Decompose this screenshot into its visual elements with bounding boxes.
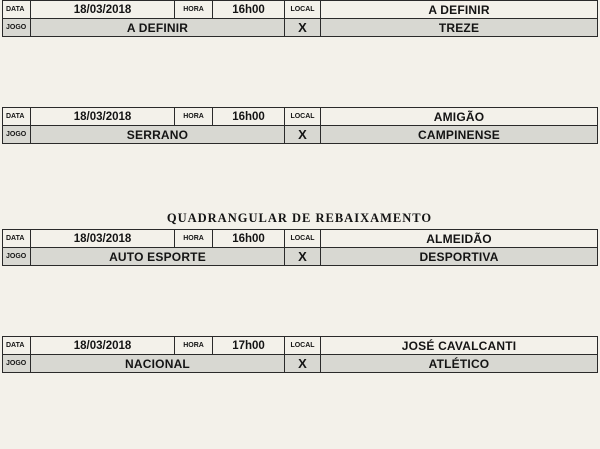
date-caption: DATA xyxy=(3,108,31,126)
home-team: A DEFINIR xyxy=(31,19,285,37)
game-venue: AMIGÃO xyxy=(321,108,598,126)
home-team: SERRANO xyxy=(31,126,285,144)
game-block-4 xyxy=(2,336,597,373)
game-header-row xyxy=(3,1,598,19)
game-table xyxy=(2,0,598,37)
game-date: 18/03/2018 xyxy=(31,108,175,126)
venue-caption: LOCAL xyxy=(285,230,321,248)
game-caption: JOGO xyxy=(3,126,31,144)
game-venue: ALMEIDÃO xyxy=(321,230,598,248)
game-time: 16h00 xyxy=(213,230,285,248)
matchup-row xyxy=(3,126,598,144)
section-title: QUADRANGULAR DE REBAIXAMENTO xyxy=(166,211,433,225)
date-caption: DATA xyxy=(3,337,31,355)
away-team: CAMPINENSE xyxy=(321,126,598,144)
game-table xyxy=(2,336,598,373)
game-table xyxy=(2,229,598,266)
game-block-3 xyxy=(2,229,597,266)
game-venue: A DEFINIR xyxy=(321,1,598,19)
time-caption: HORA xyxy=(175,1,213,19)
venue-caption: LOCAL xyxy=(285,1,321,19)
game-time: 17h00 xyxy=(213,337,285,355)
away-team: ATLÉTICO xyxy=(321,355,598,373)
game-block-2 xyxy=(2,107,597,144)
home-team: NACIONAL xyxy=(31,355,285,373)
versus-mark: X xyxy=(285,126,321,144)
game-date: 18/03/2018 xyxy=(31,230,175,248)
game-time: 16h00 xyxy=(213,1,285,19)
away-team: DESPORTIVA xyxy=(321,248,598,266)
game-caption: JOGO xyxy=(3,248,31,266)
time-caption: HORA xyxy=(175,337,213,355)
game-date: 18/03/2018 xyxy=(31,1,175,19)
date-caption: DATA xyxy=(3,1,31,19)
versus-mark: X xyxy=(285,355,321,373)
matchup-row xyxy=(3,19,598,37)
date-caption: DATA xyxy=(3,230,31,248)
game-table xyxy=(2,107,598,144)
time-caption: HORA xyxy=(175,108,213,126)
game-header-row xyxy=(3,230,598,248)
game-venue: JOSÉ CAVALCANTI xyxy=(321,337,598,355)
time-caption: HORA xyxy=(175,230,213,248)
game-time: 16h00 xyxy=(213,108,285,126)
away-team: TREZE xyxy=(321,19,598,37)
home-team: AUTO ESPORTE xyxy=(31,248,285,266)
versus-mark: X xyxy=(285,19,321,37)
game-caption: JOGO xyxy=(3,19,31,37)
game-header-row xyxy=(3,108,598,126)
matchup-row xyxy=(3,355,598,373)
venue-caption: LOCAL xyxy=(285,337,321,355)
game-block-1 xyxy=(2,0,597,37)
matchup-row xyxy=(3,248,598,266)
game-header-row xyxy=(3,337,598,355)
versus-mark: X xyxy=(285,248,321,266)
game-date: 18/03/2018 xyxy=(31,337,175,355)
game-caption: JOGO xyxy=(3,355,31,373)
venue-caption: LOCAL xyxy=(285,108,321,126)
